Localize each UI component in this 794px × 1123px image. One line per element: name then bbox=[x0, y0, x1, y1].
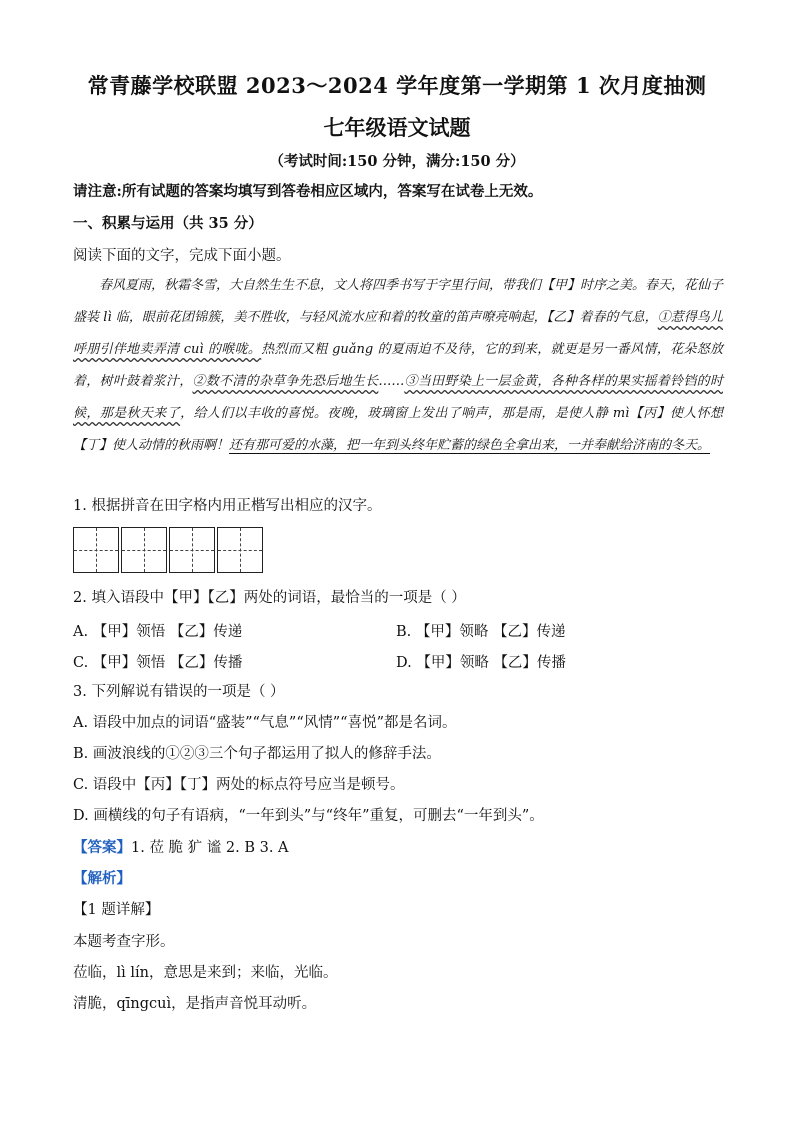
passage-text: ，给人们以丰收的喜悦。夜晚，玻璃窗上发出了响声，那是雨，是使人静 mì【丙】使人怀想【丁】使人动情的秋雨啊！ bbox=[73, 406, 723, 453]
q2-option-c: C. 【甲】领悟 【乙】传播 bbox=[73, 655, 243, 671]
exam-subtitle: 七年级语文试题 bbox=[323, 115, 471, 140]
answer-text: 1. 莅 脆 犷 谧 2. B 3. A bbox=[131, 840, 289, 856]
analysis-line: 莅临，lì lín，意思是来到；来临，光临。 bbox=[73, 965, 338, 981]
exam-info: （考试时间:150 分钟，满分:150 分） bbox=[269, 153, 525, 170]
wavy-sentence-2: ②数不清的杂草争先恐后地生长 bbox=[192, 374, 379, 389]
analysis-subheading: 【1 题详解】 bbox=[73, 902, 160, 918]
underlined-sentence: 还有那可爱的水藻，把一年到头终年贮蓄的绿色全拿出来，一并奉献给济南的冬天。 bbox=[229, 438, 711, 453]
reading-passage bbox=[73, 270, 723, 462]
q2-option-d: D. 【甲】领略 【乙】传播 bbox=[396, 655, 566, 671]
question-3: 3. 下列解说有错误的一项是（ ） bbox=[73, 684, 285, 700]
q2-option-a: A. 【甲】领悟 【乙】传递 bbox=[73, 624, 243, 640]
grid-cell[interactable] bbox=[73, 527, 119, 573]
grid-cell[interactable] bbox=[217, 527, 263, 573]
passage-text: 春风夏雨，秋霜冬雪，大自然生生不息，文人将四季书写于字里行间，带我们【甲】时序之美。春天，花仙子盛装 lì 临，眼前花团锦簇，美不胜收，与轻风流水应和着的牧童的笛声嘹亮响起，【乙】着春的气息， bbox=[73, 278, 724, 325]
answer-label: 【答案】 bbox=[73, 839, 131, 856]
section-heading: 一、积累与运用（共 35 分） bbox=[73, 215, 263, 232]
q3-option-d: D. 画横线的句子有语病，“一年到头”与“终年”重复，可删去“一年到头”。 bbox=[73, 808, 544, 824]
grid-cell[interactable] bbox=[121, 527, 167, 573]
wavy-sentence-3: ③当田野染上一层金黄，各种各样的果实摇着铃铛的时候，那是秋天来了 bbox=[73, 374, 723, 421]
passage-text: …… bbox=[378, 374, 405, 389]
notice: 请注意:所有试题的答案均填写到答卷相应区域内，答案写在试卷上无效。 bbox=[73, 183, 543, 200]
analysis-label: 【解析】 bbox=[73, 870, 131, 887]
analysis-line: 本题考查字形。 bbox=[73, 934, 175, 950]
grid-cell[interactable] bbox=[169, 527, 215, 573]
q3-option-b: B. 画波浪线的①②③三个句子都运用了拟人的修辞手法。 bbox=[73, 746, 441, 762]
q2-option-b: B. 【甲】领略 【乙】传递 bbox=[396, 624, 566, 640]
question-2: 2. 填入语段中【甲】【乙】两处的词语，最恰当的一项是（ ） bbox=[73, 590, 466, 606]
passage-text: 热烈而又粗 guǎng 的夏雨迫不及待，它的到来，就更是另一番风情，花朵怒放着，树叶鼓着浆汁， bbox=[73, 342, 724, 389]
exam-title: 常青藤学校联盟 2023～2024 学年度第一学期第 1 次月度抽测 bbox=[87, 73, 707, 98]
analysis-line: 清脆，qīngcuì，是指声音悦耳动听。 bbox=[73, 996, 317, 1012]
writing-grid bbox=[73, 527, 265, 573]
q3-option-c: C. 语段中【丙】【丁】两处的标点符号应当是顿号。 bbox=[73, 777, 405, 793]
answer-line bbox=[73, 838, 289, 858]
question-1: 1. 根据拼音在田字格内用正楷写出相应的汉字。 bbox=[73, 498, 382, 514]
section-instruction: 阅读下面的文字，完成下面小题。 bbox=[73, 248, 291, 264]
wavy-sentence-1: ①惹得鸟儿呼朋引伴地卖弄清 cuì 的喉咙。 bbox=[73, 310, 723, 357]
q3-option-a: A. 语段中加点的词语“盛装”“气息”“风情”“喜悦”都是名词。 bbox=[73, 715, 457, 731]
